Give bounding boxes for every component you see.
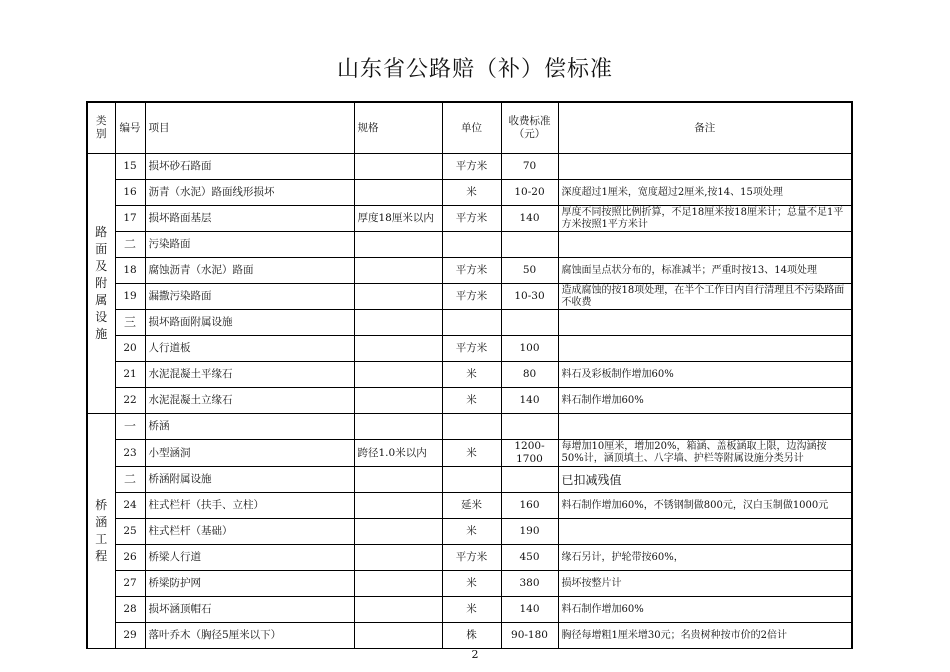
cell-unit: 平方米: [442, 206, 501, 232]
cell-note: 深度超过1厘米，宽度超过2厘米,按14、15项处理: [558, 180, 852, 206]
table-row: [87, 597, 852, 623]
cell-spec: [354, 519, 442, 545]
cell-unit: [442, 232, 501, 258]
section-row: [87, 232, 852, 258]
cell-spec: [354, 493, 442, 519]
cell-note: 料石制作增加60%: [558, 597, 852, 623]
table-row: [87, 519, 852, 545]
cell-fee: 160: [501, 493, 558, 519]
table-row: [87, 440, 852, 467]
cell-note: 料石及彩板制作增加60%: [558, 362, 852, 388]
table-row: [87, 388, 852, 414]
header-number: 编号: [115, 102, 145, 154]
cell-fee: [501, 232, 558, 258]
cell-fee: 140: [501, 388, 558, 414]
cell-spec: [354, 597, 442, 623]
cell-number: 三: [115, 310, 145, 336]
cell-number: 16: [115, 180, 145, 206]
cell-note: 厚度不同按照比例折算，不足18厘米按18厘米计；总量不足1平方米按照1平方米计: [558, 206, 852, 232]
cell-unit: 米: [442, 440, 501, 467]
section-row: [87, 467, 852, 493]
cell-spec: [354, 258, 442, 284]
cell-unit: [442, 310, 501, 336]
cell-note: 料石制作增加60%，不锈钢制做800元，汉白玉制做1000元: [558, 493, 852, 519]
cell-spec: [354, 545, 442, 571]
cell-item: 水泥混凝土平缘石: [145, 362, 354, 388]
cell-unit: [442, 414, 501, 440]
cell-spec: 跨径1.0米以内: [354, 440, 442, 467]
cell-fee: 450: [501, 545, 558, 571]
cell-unit: 米: [442, 180, 501, 206]
cell-item: 落叶乔木（胸径5厘米以下）: [145, 623, 354, 649]
cell-item: 桥涵附属设施: [145, 467, 354, 493]
cell-unit: 米: [442, 519, 501, 545]
table-row: [87, 206, 852, 232]
section-row: [87, 414, 852, 440]
cell-spec: [354, 336, 442, 362]
header-spec: 规格: [354, 102, 442, 154]
cell-unit: 米: [442, 388, 501, 414]
cell-fee: [501, 467, 558, 493]
cell-number: 一: [115, 414, 145, 440]
cell-note: 每增加10厘米，增加20%，箱涵、盖板涵取上限，边沟涵按50%计，涵顶填土、八字墙、护栏等附属设施分类另计: [558, 440, 852, 467]
cell-fee: 50: [501, 258, 558, 284]
cell-note: [558, 310, 852, 336]
cell-unit: 延米: [442, 493, 501, 519]
cell-number: 二: [115, 232, 145, 258]
page-title: 山东省公路赔（补）偿标准: [336, 57, 613, 82]
cell-unit: 平方米: [442, 154, 501, 180]
table-row: [87, 545, 852, 571]
cell-item: 柱式栏杆（基础）: [145, 519, 354, 545]
cell-spec: 厚度18厘米以内: [354, 206, 442, 232]
header-row: [87, 102, 852, 154]
table-row: [87, 336, 852, 362]
cell-note: 造成腐蚀的按18项处理，在半个工作日内自行清理且不污染路面不收费: [558, 284, 852, 310]
cell-item: 漏撒污染路面: [145, 284, 354, 310]
cell-item: 沥青（水泥）路面线形损坏: [145, 180, 354, 206]
cell-item: 桥涵: [145, 414, 354, 440]
cell-unit: 平方米: [442, 545, 501, 571]
cell-spec: [354, 414, 442, 440]
cell-number: 23: [115, 440, 145, 467]
cell-spec: [354, 284, 442, 310]
cell-spec: [354, 154, 442, 180]
cell-number: 27: [115, 571, 145, 597]
cell-number: 20: [115, 336, 145, 362]
cell-item: 污染路面: [145, 232, 354, 258]
cell-fee: [501, 414, 558, 440]
cell-item: 水泥混凝土立缘石: [145, 388, 354, 414]
table-row: [87, 362, 852, 388]
table-body: [87, 154, 852, 649]
cell-fee: 140: [501, 206, 558, 232]
table-row: [87, 493, 852, 519]
cell-fee: [501, 310, 558, 336]
cell-spec: [354, 362, 442, 388]
header-fee: 收费标准（元）: [501, 102, 558, 154]
cell-unit: 平方米: [442, 336, 501, 362]
cell-note: 缘石另计，护轮带按60%，: [558, 545, 852, 571]
cell-fee: 10-30: [501, 284, 558, 310]
table-row: [87, 180, 852, 206]
cell-number: 15: [115, 154, 145, 180]
cell-spec: [354, 571, 442, 597]
cell-unit: 株: [442, 623, 501, 649]
cell-unit: 米: [442, 571, 501, 597]
cell-spec: [354, 180, 442, 206]
category-label: 路面及附属设施: [95, 225, 108, 341]
cell-item: 损坏路面附属设施: [145, 310, 354, 336]
cell-fee: 140: [501, 597, 558, 623]
cell-spec: [354, 623, 442, 649]
cell-item: 损坏路面基层: [145, 206, 354, 232]
cell-number: 二: [115, 467, 145, 493]
cell-note: [558, 232, 852, 258]
cell-unit: 平方米: [442, 258, 501, 284]
cell-number: 28: [115, 597, 145, 623]
table-row: [87, 284, 852, 310]
section-row: [87, 310, 852, 336]
cell-fee: 90-180: [501, 623, 558, 649]
cell-fee: 380: [501, 571, 558, 597]
cell-item: 人行道板: [145, 336, 354, 362]
cell-fee: 1200-1700: [501, 440, 558, 467]
cell-spec: [354, 388, 442, 414]
table-row: [87, 623, 852, 649]
cell-spec: [354, 232, 442, 258]
cell-number: 18: [115, 258, 145, 284]
cell-unit: 米: [442, 597, 501, 623]
cell-unit: 米: [442, 362, 501, 388]
header-item: 项目: [145, 102, 354, 154]
category-bridge: [87, 414, 115, 649]
cell-fee: 80: [501, 362, 558, 388]
cell-unit: 平方米: [442, 284, 501, 310]
cell-item: 桥梁防护网: [145, 571, 354, 597]
cell-note: 腐蚀面呈点状分布的，标准减半；严重时按13、14项处理: [558, 258, 852, 284]
cell-item: 腐蚀沥青（水泥）路面: [145, 258, 354, 284]
header-category: 类别: [87, 102, 115, 154]
cell-number: 26: [115, 545, 145, 571]
cell-unit: [442, 467, 501, 493]
cell-fee: 190: [501, 519, 558, 545]
cell-spec: [354, 467, 442, 493]
category-label: 桥涵工程: [95, 498, 108, 563]
cell-note: 胸径每增粗1厘米增30元；名贵树种按市价的2倍计: [558, 623, 852, 649]
compensation-table: [86, 101, 853, 649]
cell-item: 柱式栏杆（扶手、立柱）: [145, 493, 354, 519]
table-row: [87, 571, 852, 597]
cell-note: [558, 154, 852, 180]
cell-number: 22: [115, 388, 145, 414]
cell-note: 料石制作增加60%: [558, 388, 852, 414]
cell-note: 损坏按整片计: [558, 571, 852, 597]
cell-fee: 100: [501, 336, 558, 362]
cell-spec: [354, 310, 442, 336]
cell-item: 损坏涵顶帽石: [145, 597, 354, 623]
page-number: 2: [471, 648, 479, 661]
header-unit: 单位: [442, 102, 501, 154]
cell-number: 19: [115, 284, 145, 310]
table-row: [87, 258, 852, 284]
cell-number: 24: [115, 493, 145, 519]
cell-note: [558, 519, 852, 545]
cell-number: 29: [115, 623, 145, 649]
cell-number: 21: [115, 362, 145, 388]
header-note: 备注: [558, 102, 852, 154]
cell-note: [558, 336, 852, 362]
table-row: [87, 154, 852, 180]
cell-item: 桥梁人行道: [145, 545, 354, 571]
cell-fee: 10-20: [501, 180, 558, 206]
cell-number: 17: [115, 206, 145, 232]
cell-fee: 70: [501, 154, 558, 180]
cell-item: 损坏砂石路面: [145, 154, 354, 180]
category-road: [87, 154, 115, 414]
cell-note: [558, 414, 852, 440]
cell-number: 25: [115, 519, 145, 545]
cell-note: 已扣减残值: [558, 467, 852, 493]
cell-item: 小型涵洞: [145, 440, 354, 467]
